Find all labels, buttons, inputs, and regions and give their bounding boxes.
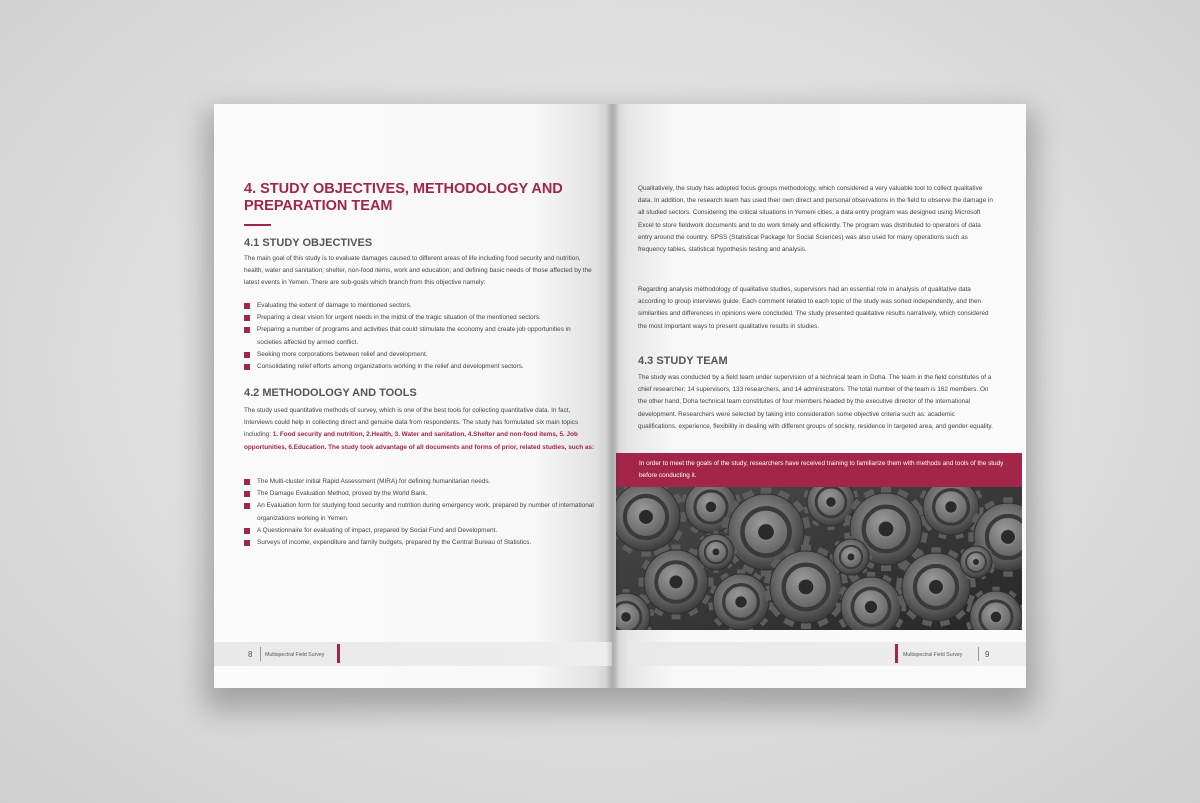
page-title: 4. STUDY OBJECTIVES, METHODOLOGY AND PREPARATION TEAM — [244, 181, 563, 214]
methodology-paragraph — [244, 405, 596, 454]
gears-illustration — [616, 487, 1022, 630]
footer-title: Multispectral Field Survey — [265, 652, 325, 658]
title-underline — [244, 224, 271, 226]
methodology-highlight: 1. Food security and nutrition, 2.Health, 3. Water and sanitation, 4.Shelter and non-food items, 5. Job opportunities, 6.Education. The study took advantage of all documents and forms of prior, related studies, such as: — [244, 431, 595, 451]
gears-photo — [616, 487, 1022, 630]
footer-separator — [978, 647, 979, 661]
footer-separator — [260, 647, 261, 661]
analysis-paragraph: Regarding analysis methodology of qualitative studies, supervisors had an essential role in analysis of qualitative data according to group interviews guide. Each comment related to each topic of the study was sorted independently, and then similarities and differences in opinions were concluded. The study presented qualitative results narratively, which considered the most important ways to present qualitative results in studies. — [638, 286, 989, 330]
footer-title: Multispectral Field Survey — [903, 652, 963, 658]
list-item: The Damage Evaluation Method, proved by the World Bank. — [244, 488, 594, 500]
footer-accent-mark — [337, 644, 340, 663]
methodology-list — [244, 476, 594, 549]
list-item: A Questionnaire for evaluating of impact, prepared by Social Fund and Development. — [244, 525, 594, 537]
list-item: Evaluating the extent of damage to mentioned sectors. — [244, 300, 594, 312]
gear-shape — [695, 531, 737, 573]
footer-bar — [628, 642, 1026, 666]
training-banner — [616, 453, 1022, 487]
section-heading-objectives: 4.1 STUDY OBJECTIVES — [244, 237, 373, 249]
list-item: Seeking more corporations between relief and development. — [244, 349, 594, 361]
objectives-paragraph: The main goal of this study is to evaluate damages caused to different areas of life including food security and nutrition, health, water and sanitation, shelter, non-food items, work and education; and defining basic needs of those affected by the latest events in Yemen. There are sub-goals which branch from this objective namely: — [244, 255, 592, 287]
right-page — [612, 104, 1026, 688]
banner-text: In order to meet the goals of the study, researchers have received training to familiarize them with methods and tools of the study before conducting it. — [639, 460, 1004, 479]
list-item: Preparing a number of programs and activities that could stimulate the economy and create job opportunities in societies affected by armed conflict. — [244, 324, 594, 348]
book-gutter — [606, 104, 620, 688]
page-number: 9 — [985, 650, 990, 659]
methodology-text: The study used quantitative methods of survey, which is one of the best tools for collecting quantitative data. In fact, Interviews could help in collecting direct and genuine data from respondents. The study has formulated six main topics including: — [244, 407, 579, 439]
list-item: An Evaluation form for studying food security and nutrition during emergency work, prepared by number of international organizations working in Yemen. — [244, 500, 594, 524]
team-paragraph: The study was conducted by a field team under supervision of a technical team in Doha. The team in the field constitutes of a chief researcher; 14 supervisors, 133 researchers, and 14 administrators. The total number of the team is 162 members. On the other hand, Doha technical team constitutes of four members headed by the executive director of the international development. Researchers were selected by taking into consideration some objective criteria such as: academic qualifications, experience, flexibility in dealing with different groups of society, residence in targeted area, and gender equality. — [638, 374, 993, 430]
footer-accent-mark — [895, 644, 898, 663]
objectives-list — [244, 300, 594, 373]
section-heading-methodology: 4.2 METHODOLOGY AND TOOLS — [244, 387, 417, 399]
section-heading-team: 4.3 STUDY TEAM — [638, 355, 728, 367]
left-page — [214, 104, 612, 688]
page-number: 8 — [248, 650, 253, 659]
list-item: Preparing a clear vision for urgent needs in the midst of the tragic situation of the mentioned sectors. — [244, 312, 594, 324]
list-item: The Multi-cluster initial Rapid Assessment (MIRA) for defining humanitarian needs. — [244, 476, 594, 488]
gear-shape — [830, 536, 872, 578]
qualitative-paragraph: Qualitatively, the study has adopted focus groups methodology, which considered a very valuable tool to collect qualitative data. In addition, the research team has used their own direct and personal observations in the field to observe the damage in all studied sectors. Considering the critical situations in Yemeni cities, a data entry program was designed using Microsoft Excel to store fieldwork documents and to do work timely and efficiently. The program was distributed to operators of data entry around the country. SPSS (Statistical Package for Social Sciences) was also used for many operations such as frequency tables, statistical hypothesis testing and analysis. — [638, 185, 993, 254]
list-item: Consolidating relief efforts among organizations working in the relief and development sectors. — [244, 361, 594, 373]
list-item: Surveys of income, expenditure and family budgets, prepared by the Central Bureau of Statistics. — [244, 537, 594, 549]
